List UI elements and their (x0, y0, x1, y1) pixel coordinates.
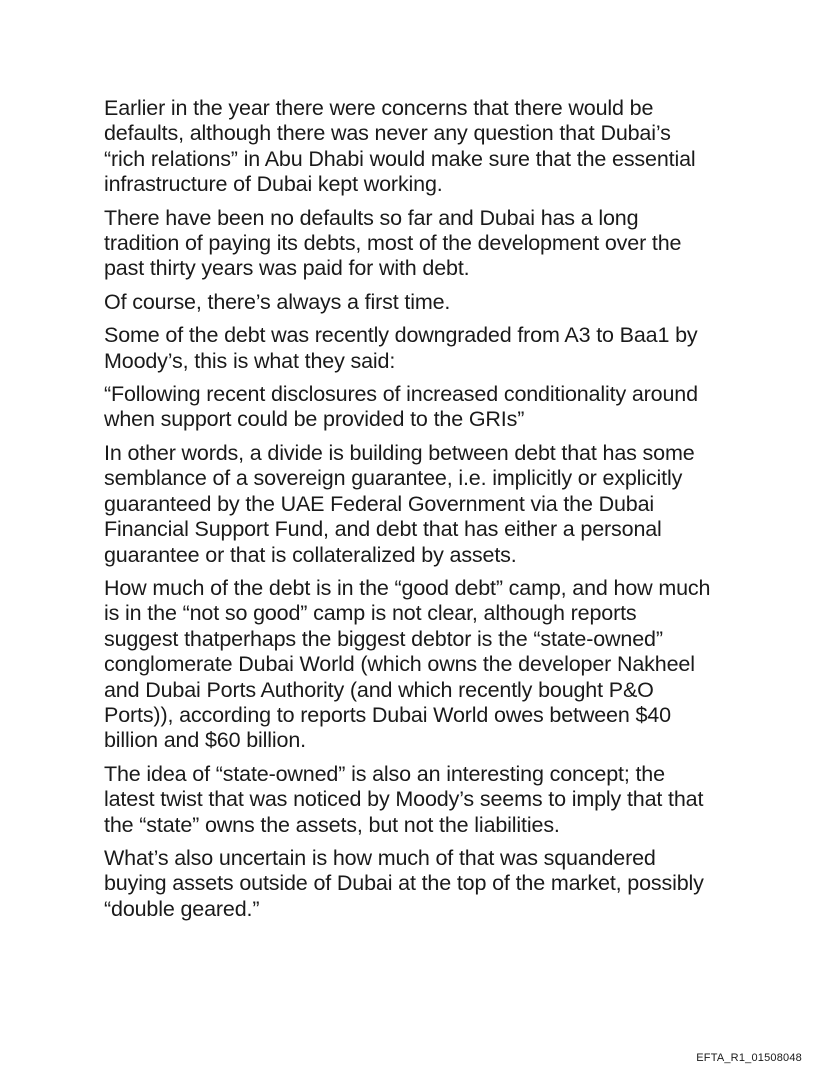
document-body (104, 96, 714, 930)
quote-paragraph: “Following recent disclosures of increased conditionality around when support could be provided to the GRIs” (104, 382, 698, 432)
paragraph-7: How much of the debt is in the “good debt” camp, and how much is in the “not so good” camp is not clear, although reports suggest thatperhaps the biggest debtor is the “state-owned” conglomerate Dubai World (which owns the developer Nakheel and Dubai Ports Authority (and which recently bought P&O Ports)), according to reports Dubai World owes between $40 billion and $60 billion. (104, 575, 711, 753)
paragraph-1: Earlier in the year there were concerns that there would be defaults, although there was never any question that Dubai’s “rich relations” in Abu Dhabi would make sure that the essential infrastructure of Dubai kept working. (104, 96, 696, 197)
paragraph-8: The idea of “state-owned” is also an interesting concept; the latest twist that was noticed by Moody’s seems to imply that that the “state” owns the assets, but not the liabilities. (104, 761, 704, 837)
paragraph-9: What’s also uncertain is how much of that was squandered buying assets outside of Dubai at the top of the market, possibly “double geared.” (104, 845, 704, 921)
paragraph-6: In other words, a divide is building between debt that has some semblance of a sovereign guarantee, i.e. implicitly or explicitly guaranteed by the UAE Federal Government via the Dubai Financial Support Fund, and debt that has either a personal guarantee or that is collateralized by assets. (104, 440, 695, 567)
document-id-footer: EFTA_R1_01508048 (696, 1052, 802, 1064)
paragraph-3: Of course, there’s always a first time. (104, 289, 451, 314)
paragraph-2: There have been no defaults so far and Dubai has a long tradition of paying its debts, most of the development over the past thirty years was paid for with debt. (104, 205, 682, 281)
paragraph-4: Some of the debt was recently downgraded from A3 to Baa1 by Moody’s, this is what they said: (104, 323, 698, 373)
